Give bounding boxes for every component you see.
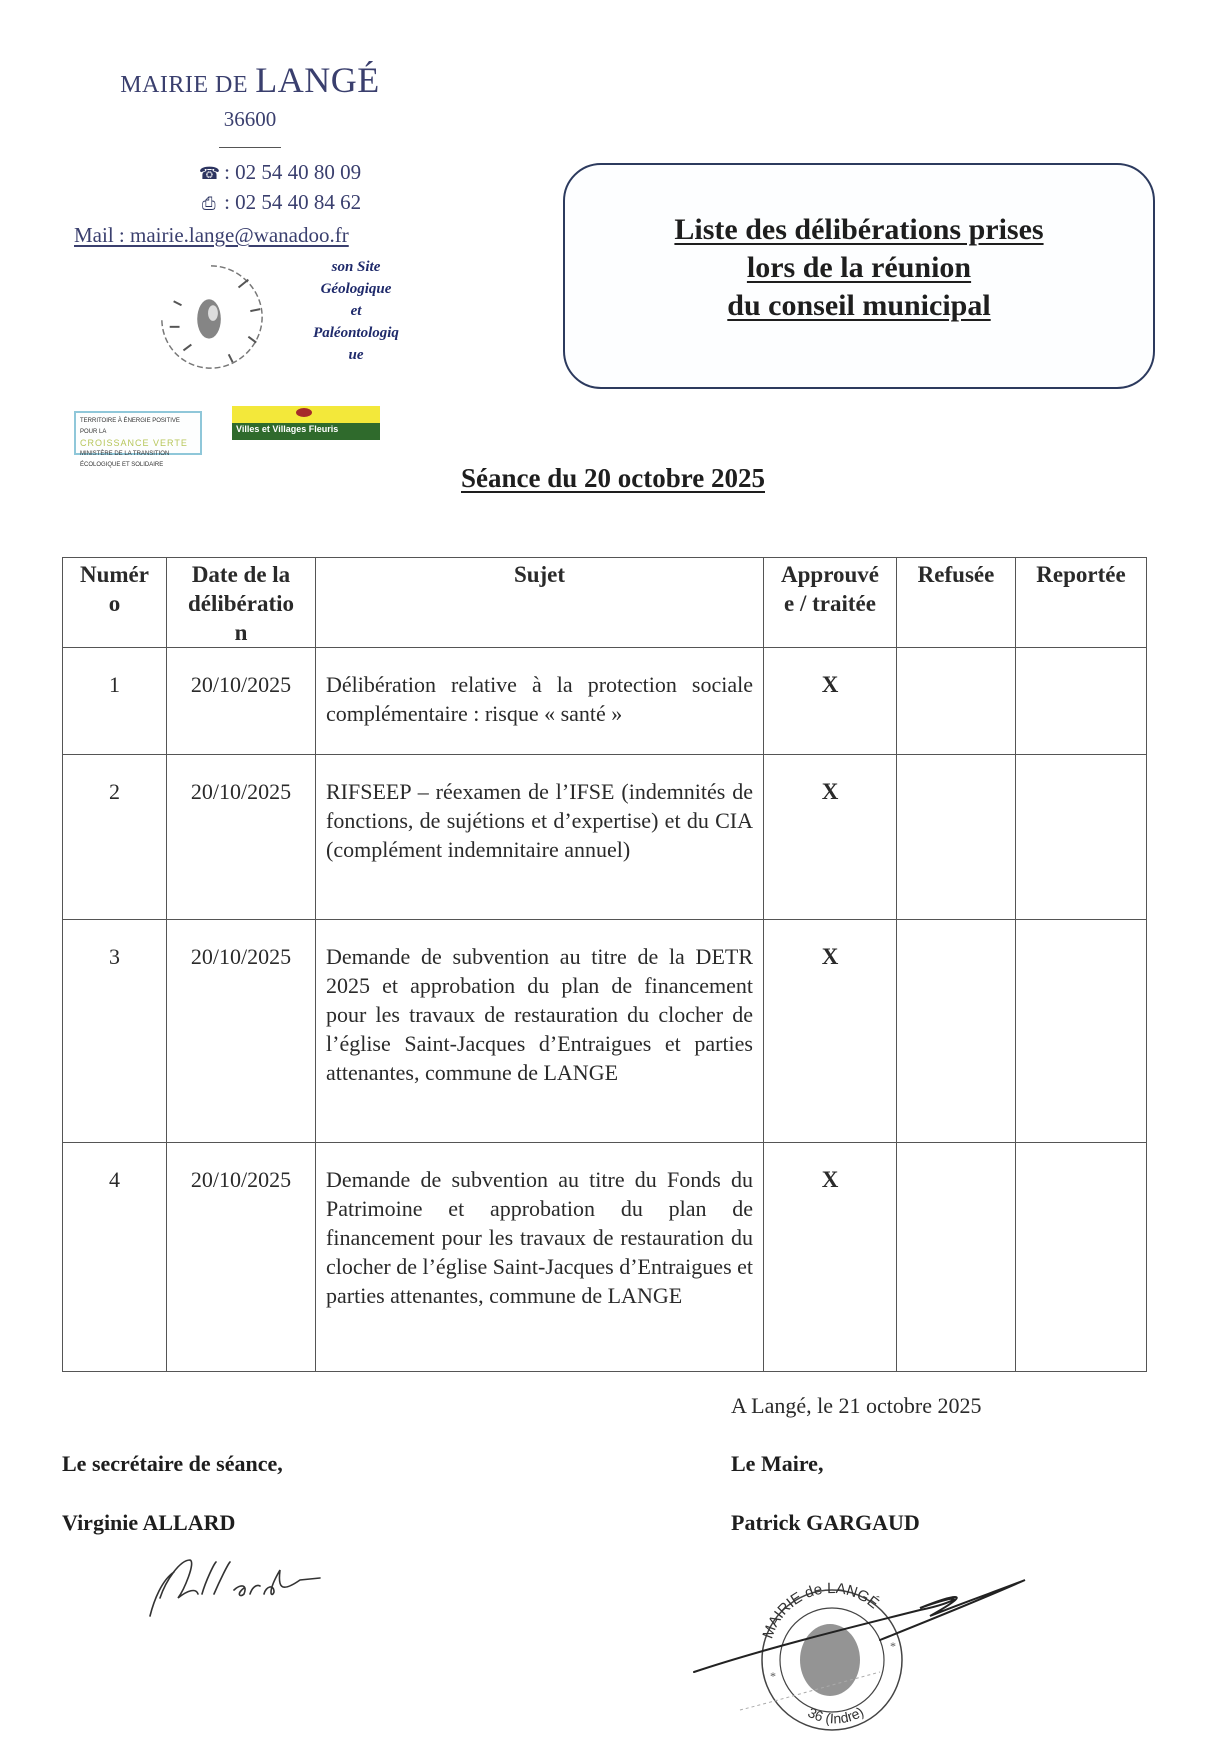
mairie-name: LANGÉ	[255, 60, 380, 100]
title-line: du conseil municipal	[727, 289, 991, 322]
table-row	[63, 755, 1147, 920]
fax-icon: ⎙	[202, 194, 216, 213]
svg-text:*: *	[770, 1669, 776, 1683]
cell-sujet: Demande de subvention au titre du Fonds du Patrimoine et approbation du plan de financement pour les travaux de restauration du clocher de l’église Saint-Jacques d’Entraigues et parties attenantes, commune de LANGE	[316, 1143, 764, 1372]
mayor-title: Le Maire,	[731, 1451, 824, 1476]
geo-line: et	[350, 303, 362, 319]
cell-approuvee: X	[764, 648, 897, 755]
tepcv-mid-text: CROISSANCE VERTE	[80, 438, 188, 448]
cell-numero: 4	[63, 1143, 167, 1372]
cell-approuvee: X	[764, 920, 897, 1143]
secretary-name: Virginie ALLARD	[62, 1510, 236, 1535]
deliberations-table	[62, 557, 1147, 1372]
cell-numero: 3	[63, 920, 167, 1143]
header-text: Refusée	[917, 562, 995, 587]
telephone-icon: ☎	[198, 164, 221, 183]
svg-text:36 (Indre)	[805, 1703, 866, 1726]
secretary-title: Le secrétaire de séance,	[62, 1451, 283, 1476]
geo-line: son Site	[331, 259, 381, 275]
title-line: lors de la réunion	[746, 251, 972, 284]
table-row	[63, 648, 1147, 755]
cell-numero: 2	[63, 755, 167, 920]
title-box	[563, 163, 1155, 389]
geo-line: ue	[348, 347, 364, 363]
ammonite-logo-icon	[152, 258, 270, 376]
session-date: Séance du 20 octobre 2025	[461, 463, 765, 493]
title-line: Liste des délibérations prises	[674, 213, 1044, 246]
cell-numero: 1	[63, 648, 167, 755]
geological-site-text	[300, 256, 412, 366]
phone-number: : 02 54 40 80 09	[224, 160, 362, 184]
mayor-name: Patrick GARGAUD	[731, 1510, 920, 1535]
header-text: Reportée	[1036, 562, 1126, 587]
header-reportee	[1016, 558, 1147, 648]
header-text: n	[234, 620, 248, 645]
geo-line: Géologique	[320, 281, 392, 297]
header-text: Date de la	[191, 562, 291, 587]
tepcv-top-text: TERRITOIRE À ÉNERGIE POSITIVE POUR LA	[80, 418, 180, 435]
cell-sujet: Délibération relative à la protection sociale complémentaire : risque « santé »	[316, 648, 764, 755]
flower-icon	[296, 408, 312, 417]
villes-fleuris-badge	[232, 406, 380, 442]
header-text: Sujet	[513, 562, 566, 587]
cell-refusee	[897, 920, 1016, 1143]
table-row	[63, 920, 1147, 1143]
geo-line: Paléontologiq	[313, 325, 399, 341]
header-approuvee	[764, 558, 897, 648]
header-text: o	[108, 591, 121, 616]
mairie-title	[60, 62, 440, 103]
place-date: A Langé, le 21 octobre 2025	[731, 1393, 982, 1418]
table-header-row	[63, 558, 1147, 648]
cell-sujet: RIFSEEP – réexamen de l’IFSE (indemnités de fonctions, de sujétions et d’expertise) et du CIA (complément indemnitaire annuel)	[316, 755, 764, 920]
header-sujet	[316, 558, 764, 648]
cell-refusee	[897, 648, 1016, 755]
cell-sujet: Demande de subvention au titre de la DETR 2025 et approbation du plan de financement pour les travaux de restauration du clocher de l’église Saint-Jacques d’Entraigues et parties attenantes, commune de LANGE	[316, 920, 764, 1143]
header-text: Numér	[80, 562, 149, 587]
document-title	[565, 211, 1153, 325]
session-heading	[0, 463, 1226, 494]
cell-refusee	[897, 1143, 1016, 1372]
tepcv-badge	[74, 411, 202, 468]
tepcv-bot-text: MINISTÈRE DE LA TRANSITION ÉCOLOGIQUE ET SOLIDAIRE	[80, 451, 170, 468]
mairie-prefix: MAIRIE DE	[120, 72, 249, 98]
secretary-signature-icon	[140, 1550, 330, 1620]
letterhead	[60, 60, 440, 218]
official-stamp-icon	[680, 1560, 1040, 1740]
cell-approuvee: X	[764, 1143, 897, 1372]
header-text: Approuvé	[781, 562, 879, 587]
cell-refusee	[897, 755, 1016, 920]
header-refusee	[897, 558, 1016, 648]
villes-badge-label: Villes et Villages Fleuris	[232, 423, 380, 440]
header-text: délibératio	[187, 591, 295, 616]
postcode: 36600	[223, 107, 277, 131]
divider	[219, 147, 281, 148]
header-numero	[63, 558, 167, 648]
header-date	[167, 558, 316, 648]
phone-line	[120, 158, 440, 188]
cell-date: 20/10/2025	[167, 648, 316, 755]
cell-approuvee: X	[764, 755, 897, 920]
cell-date: 20/10/2025	[167, 1143, 316, 1372]
stamp-top-text: MAIRIE de LANGÉ	[759, 1579, 883, 1641]
header-text: e / traitée	[784, 591, 876, 616]
cell-reportee	[1016, 1143, 1147, 1372]
cell-date: 20/10/2025	[167, 920, 316, 1143]
svg-text:*: *	[890, 1639, 896, 1653]
cell-reportee	[1016, 755, 1147, 920]
cell-reportee	[1016, 920, 1147, 1143]
cell-date: 20/10/2025	[167, 755, 316, 920]
villes-badge-top	[232, 406, 380, 423]
email-link[interactable]: Mail : mairie.lange@wanadoo.fr	[74, 223, 349, 247]
stamp-bottom-text: 36 (Indre)	[805, 1703, 867, 1727]
cell-reportee	[1016, 648, 1147, 755]
fax-line	[120, 188, 440, 218]
table-row	[63, 1143, 1147, 1372]
fax-number: : 02 54 40 84 62	[224, 190, 362, 214]
